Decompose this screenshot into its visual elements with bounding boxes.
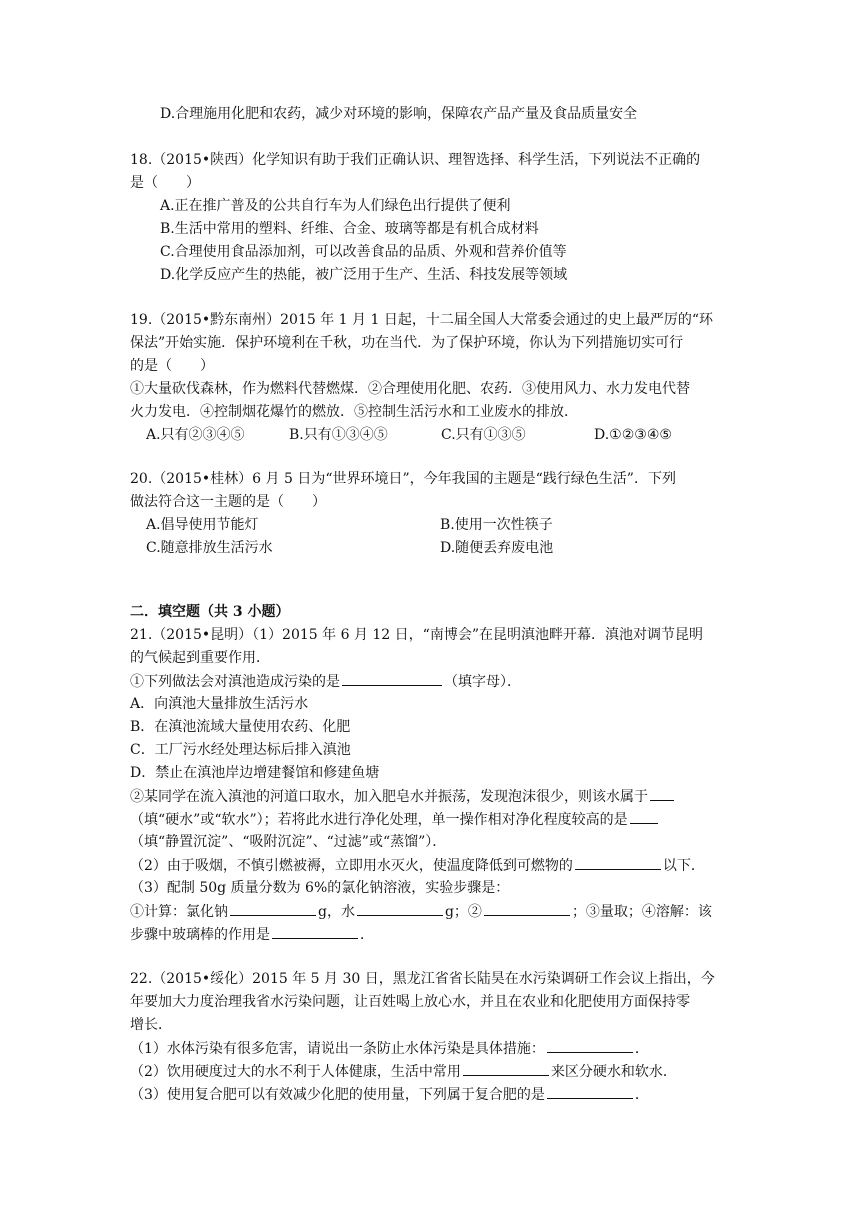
q21-answer-blank-2[interactable] <box>650 786 674 801</box>
q22-subquestion-2 <box>130 1061 677 1082</box>
q21-stem-line2: 的气候起到重要作用． <box>130 650 270 666</box>
q19-stem-line2: 保法”开始实施．保护环境利在千秋，功在当代．为了保护环境，你认为下列措施切实可行 <box>130 335 684 351</box>
q21-subquestion-2b <box>130 855 705 876</box>
q22-line6-text: （3）使用复合肥可以有效减少化肥的使用量，下列属于复合肥的是 <box>130 1087 545 1103</box>
q20-stem-line1: 20.（2015•桂林）6 月 5 日为“世界环境日”，今年我国的主题是“践行绿色生活”．下列 <box>130 471 676 487</box>
q20-option-c: C.随意排放生活污水 <box>146 540 273 556</box>
q21-answer-blank-8[interactable] <box>272 924 358 939</box>
q18-option-c: C.合理使用食品添加剂，可以改善食品的品质、外观和营养价值等 <box>160 244 567 260</box>
q18-option-b: B.生活中常用的塑料、纤维、合金、玻璃等都是有机合成材料 <box>160 221 539 237</box>
q22-line4-suffix: ． <box>634 1041 649 1057</box>
q21-line13-mid2: g；② <box>444 904 482 920</box>
q21-line9-text: （填“硬水”或“软水”）；若将此水进行净化处理，单一操作相对净化程度较高的是 <box>130 812 628 828</box>
q22-stem-line1: 22.（2015•绥化）2015 年 5 月 30 日，黑龙江省省长陆昊在水污染调研工作会议上指出，今 <box>130 971 715 987</box>
q21-option-a: A．向滇池大量排放生活污水 <box>130 696 309 712</box>
q21-line3-suffix: （填字母）． <box>444 674 521 690</box>
q21-answer-blank-3[interactable] <box>630 809 658 824</box>
q22-stem-line3: 增长． <box>130 1017 172 1033</box>
q21-line8-text: ②某同学在流入滇池的河道口取水，加入肥皂水并振荡，发现泡沫很少，则该水属于 <box>130 789 648 805</box>
q18-option-a: A.正在推广普及的公共自行车为人们绿色出行提供了便利 <box>160 198 511 214</box>
q21-line3-text: ①下列做法会对滇池造成污染的是 <box>130 674 340 690</box>
q18-option-d: D.化学反应产生的热能，被广泛用于生产、生活、科技发展等领域 <box>160 267 568 283</box>
q22-subquestion-3 <box>130 1084 649 1105</box>
q21-line14-text: 步骤中玻璃棒的作用是 <box>130 927 270 943</box>
q21-answer-blank-1[interactable] <box>342 671 442 686</box>
q22-answer-blank-3[interactable] <box>547 1084 633 1099</box>
q19-stem-line5: 火力发电．④控制烟花爆竹的燃放．⑤控制生活污水和工业废水的排放． <box>130 404 578 420</box>
q21-line11-text: （2）由于吸烟，不慎引燃被褥，立即用水灭火，使温度降低到可燃物的 <box>130 858 573 874</box>
q22-line4-text: （1）水体污染有很多危害，请说出一条防止水体污染是具体措施： <box>130 1041 545 1057</box>
q21-subquestion-2 <box>130 786 676 807</box>
q19-stem-line1: 19.（2015•黔东南州）2015 年 1 月 1 日起，十二届全国人大常委会通过的史上最严厉的“环 <box>130 312 714 328</box>
q21-answer-blank-7[interactable] <box>484 901 570 916</box>
q18-stem-line1: 18.（2015•陕西）化学知识有助于我们正确认识、理智选择、科学生活，下列说法不正确的 <box>130 152 701 168</box>
q21-option-b: B．在滇池流域大量使用农药、化肥 <box>130 719 351 735</box>
q19-stem-line3: 的是（ ） <box>130 358 214 374</box>
q21-line13 <box>130 901 712 922</box>
q21-line14 <box>130 924 374 945</box>
q22-line5-text: （2）饮用硬度过大的水不利于人体健康，生活中常用 <box>130 1064 461 1080</box>
section-title-fill-in: 二．填空题（共 3 小题） <box>130 604 290 620</box>
q22-answer-blank-2[interactable] <box>463 1061 549 1076</box>
q20-option-b: B.使用一次性筷子 <box>440 517 553 533</box>
q19-option-a: A.只有②③④⑤ <box>146 427 245 443</box>
q21-option-d: D．禁止在滇池岸边增建餐馆和修建鱼塘 <box>130 765 380 781</box>
q21-line13-text: ①计算：氯化钠 <box>130 904 228 920</box>
q22-stem-line2: 年要加大力度治理我省水污染问题，让百姓喝上放心水，并且在农业和化肥使用方面保持零 <box>130 994 690 1010</box>
q21-subquestion-1 <box>130 671 521 692</box>
q20-option-a: A.倡导使用节能灯 <box>146 517 259 533</box>
q18-stem-line2: 是（ ） <box>130 175 200 191</box>
q17-option-d: D.合理施用化肥和农药，减少对环境的影响，保障农产品产量及食品质量安全 <box>160 106 638 122</box>
q21-answer-blank-4[interactable] <box>575 855 661 870</box>
q21-line12: （3）配制 50g 质量分数为 6%的氯化钠溶液，实验步骤是： <box>130 880 510 896</box>
q19-option-b: B.只有①③④⑤ <box>289 427 388 443</box>
q21-line10: （填“静置沉淀”、“吸附沉淀”、“过滤”或“蒸馏”）． <box>130 834 447 850</box>
q22-line5-suffix: 来区分硬水和软水． <box>550 1064 677 1080</box>
q20-option-d: D.随便丢弃废电池 <box>440 540 554 556</box>
q21-stem-line1: 21.（2015•昆明）（1）2015 年 6 月 12 日，“南博会”在昆明滇池畔开幕．滇池对调节昆明 <box>130 627 703 643</box>
q21-answer-blank-5[interactable] <box>230 901 316 916</box>
q21-option-c: C．工厂污水经处理达标后排入滇池 <box>130 742 351 758</box>
q19-option-d: D.①②③④⑤ <box>594 427 672 443</box>
q22-line6-suffix: ． <box>634 1087 649 1103</box>
q21-line14-suffix: ． <box>360 927 374 943</box>
q20-stem-line2: 做法符合这一主题的是（ ） <box>130 494 326 510</box>
q19-stem-line4: ①大量砍伐森林，作为燃料代替燃煤．②合理使用化肥、农药．③使用风力、水力发电代替 <box>130 381 690 397</box>
q22-answer-blank-1[interactable] <box>547 1038 633 1053</box>
q21-line13-mid1: g，水 <box>318 904 355 920</box>
q21-answer-blank-6[interactable] <box>357 901 443 916</box>
q19-option-c: C.只有①③⑤ <box>441 427 526 443</box>
q22-subquestion-1 <box>130 1038 649 1059</box>
q21-line11-suffix: 以下． <box>662 858 705 874</box>
q21-line9 <box>130 809 660 830</box>
q21-line13-suffix: ；③量取；④溶解：该 <box>571 904 712 920</box>
